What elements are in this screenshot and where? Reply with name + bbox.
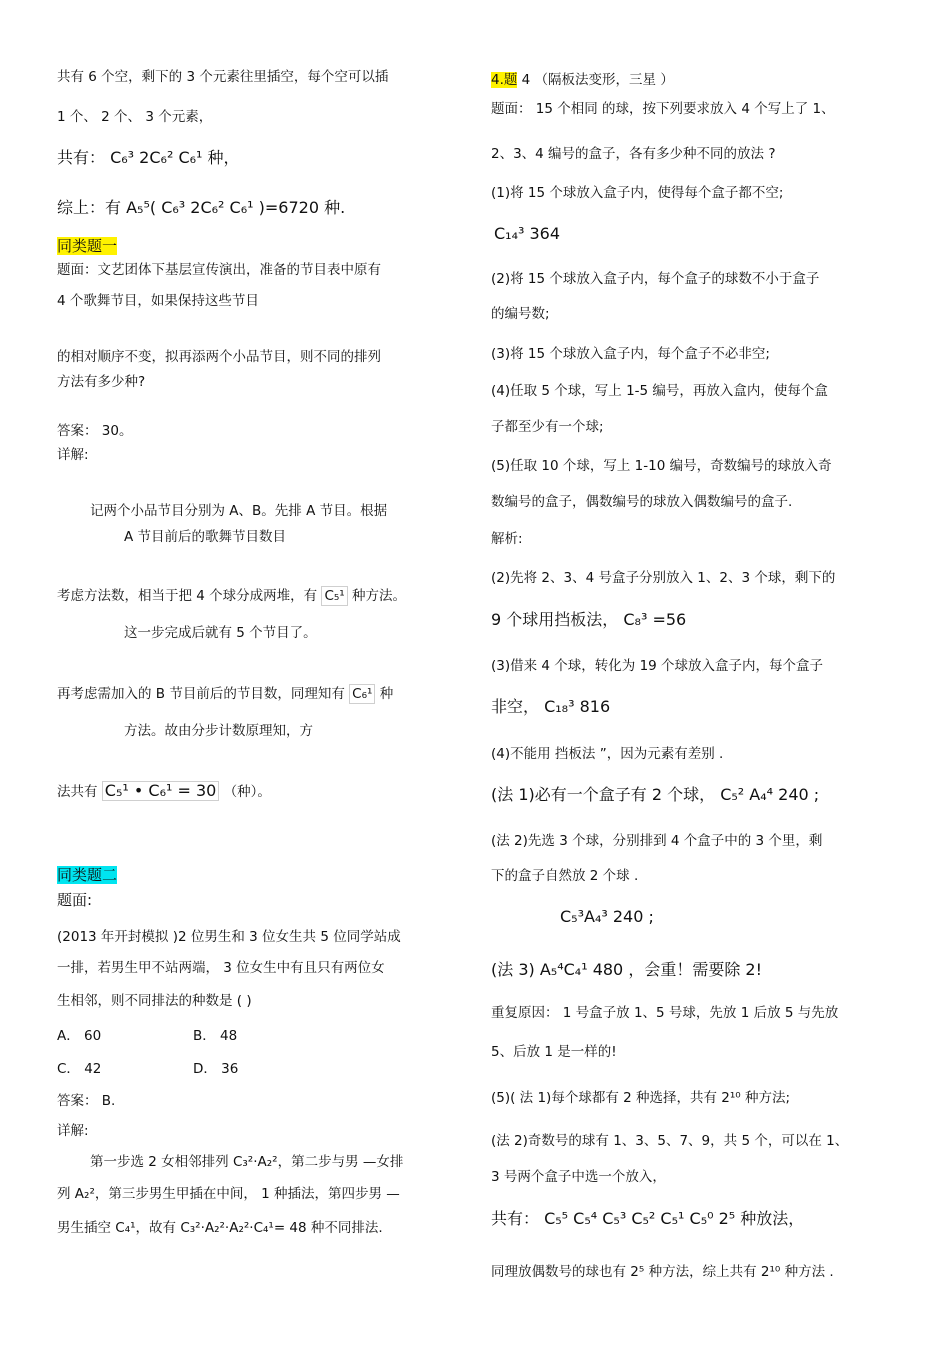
text-line: 详解: bbox=[57, 447, 89, 463]
formula-line: 综上：有 A₅⁵( C₆³ 2C₆² C₆¹ )=6720 种. bbox=[57, 198, 346, 217]
text-line: 方法。故由分步计数原理知，方 bbox=[124, 723, 313, 739]
option-d: D． 36 bbox=[193, 1061, 239, 1077]
option-b: B． 48 bbox=[193, 1028, 238, 1044]
text-line: (2013 年开封模拟 )2 位男生和 3 位女生共 5 位同学站成 bbox=[57, 929, 401, 945]
text-line: 记两个小品节目分别为 A、B。先排 A 节目。根据 bbox=[90, 503, 388, 519]
formula-line: C₅³A₄³ 240 ; bbox=[560, 907, 654, 926]
text-line: 这一步完成后就有 5 个节目了。 bbox=[124, 625, 317, 641]
line-text: （种）。 bbox=[223, 784, 271, 800]
formula-line: (法 1)必有一个盒子有 2 个球， C₅² A₄⁴ 240 ; bbox=[491, 785, 820, 804]
text-line: 男生插空 C₄¹，故有 C₃²·A₂²·A₂²·C₄¹= 48 种不同排法. bbox=[57, 1220, 383, 1236]
text-line: (5)( 法 1)每个球都有 2 种选择，共有 2¹⁰ 种方法; bbox=[491, 1090, 791, 1106]
line-text: 再考虑需加入的 B 节目前后的节目数，同理知有 bbox=[57, 686, 345, 702]
text-line: (4)不能用 挡板法 ”，因为元素有差别 . bbox=[491, 746, 724, 762]
formula-line: 共有： C₅⁵ C₅⁴ C₅³ C₅² C₅¹ C₅⁰ 2⁵ 种放法， bbox=[491, 1209, 805, 1228]
line-text: 考虑方法数，相当于把 4 个球分成两堆，有 bbox=[57, 588, 318, 604]
text-line: (1)将 15 个球放入盒子内，使得每个盒子都不空; bbox=[491, 185, 784, 201]
text-line: 下的盒子自然放 2 个球 . bbox=[491, 868, 639, 884]
line-text: 种 bbox=[379, 686, 394, 702]
heading-highlight: 同类题一 bbox=[57, 237, 118, 255]
text-line: 题面：文艺团体下基层宣传演出，准备的节目表中原有 bbox=[57, 262, 381, 278]
text-line: 1 个、 2 个、 3 个元素， bbox=[57, 109, 213, 125]
text-line: 数编号的盒子，偶数编号的球放入偶数编号的盒子. bbox=[491, 494, 793, 510]
section-heading bbox=[57, 237, 117, 255]
formula-line: 共有： C₆³ 2C₆² C₆¹ 种， bbox=[57, 148, 240, 167]
formula-image: C₆¹ bbox=[349, 684, 375, 704]
text-line: 的相对顺序不变，拟再添两个小品节目，则不同的排列 bbox=[57, 349, 381, 365]
formula-line: C₁₄³ 364 bbox=[494, 224, 561, 243]
text-line: 列 A₂²，第三步男生甲插在中间， 1 种插法，第四步男 — bbox=[57, 1186, 400, 1202]
text-line: 5、后放 1 是一样的! bbox=[491, 1044, 617, 1060]
formula-line: (法 3) A₅⁴C₄¹ 480 ，会重！需要除 2! bbox=[491, 960, 763, 979]
text-line: 2、3、4 编号的盒子，各有多少种不同的放法 ? bbox=[491, 146, 776, 162]
text-line bbox=[57, 586, 406, 606]
text-line: 同理放偶数号的球也有 2⁵ 种方法，综上共有 2¹⁰ 种方法 . bbox=[491, 1264, 834, 1280]
heading-highlight: 4.题 bbox=[491, 72, 518, 88]
text-line: 题面: bbox=[57, 891, 93, 909]
text-line: (5)任取 10 个球，写上 1-10 编号，奇数编号的球放入奇 bbox=[491, 458, 832, 474]
line-text: 法共有 bbox=[57, 784, 98, 800]
formula-image: C₅¹ • C₆¹ = 30 bbox=[102, 781, 220, 801]
text-line: 解析: bbox=[491, 531, 523, 547]
text-line: (2)先将 2、3、4 号盒子分别放入 1、2、3 个球，剩下的 bbox=[491, 570, 836, 586]
text-line: 生相邻，则不同排法的种数是 ( ) bbox=[57, 993, 252, 1009]
problem-heading bbox=[491, 71, 674, 89]
formula-image: C₅¹ bbox=[321, 586, 347, 606]
text-line: 方法有多少种? bbox=[57, 374, 146, 390]
option-a: A． 60 bbox=[57, 1028, 102, 1044]
heading-highlight: 同类题二 bbox=[57, 866, 118, 884]
line-text: 4 （隔板法变形，三星 ） bbox=[517, 72, 674, 88]
text-line: A 节目前后的歌舞节目数目 bbox=[124, 529, 287, 545]
text-line bbox=[57, 781, 271, 801]
text-line: 详解: bbox=[57, 1123, 89, 1139]
text-line: 子都至少有一个球; bbox=[491, 419, 604, 435]
line-text: 种方法。 bbox=[352, 588, 407, 604]
formula-line: 9 个球用挡板法， C₈³ =56 bbox=[491, 610, 687, 629]
text-line: (法 2)先选 3 个球，分别排到 4 个盒子中的 3 个里，剩 bbox=[491, 833, 823, 849]
text-line: 4 个歌舞节目，如果保持这些节目 bbox=[57, 293, 259, 309]
text-line: (3)借来 4 个球，转化为 19 个球放入盒子内，每个盒子 bbox=[491, 658, 824, 674]
text-line: 共有 6 个空，剩下的 3 个元素往里插空，每个空可以插 bbox=[57, 69, 389, 85]
text-line: (2)将 15 个球放入盒子内，每个盒子的球数不小于盒子 bbox=[491, 271, 820, 287]
option-c: C． 42 bbox=[57, 1061, 102, 1077]
text-line: (4)任取 5 个球，写上 1-5 编号，再放入盒内，使每个盒 bbox=[491, 383, 828, 399]
answer-line: 答案： B. bbox=[57, 1093, 116, 1109]
answer-line: 答案： 30。 bbox=[57, 423, 133, 439]
section-heading bbox=[57, 866, 117, 884]
text-line: 的编号数; bbox=[491, 306, 550, 322]
text-line: 一排，若男生甲不站两端， 3 位女生中有且只有两位女 bbox=[57, 960, 385, 976]
text-line: 3 号两个盒子中选一个放入， bbox=[491, 1169, 666, 1185]
formula-line: 非空， C₁₈³ 816 bbox=[491, 697, 611, 716]
text-line: 题面： 15 个相同 的球，按下列要求放入 4 个写上了 1、 bbox=[491, 101, 835, 117]
text-line: 第一步选 2 女相邻排列 C₃²·A₂²，第二步与男 —女排 bbox=[90, 1154, 404, 1170]
text-line: 重复原因： 1 号盒子放 1、5 号球，先放 1 后放 5 与先放 bbox=[491, 1005, 839, 1021]
text-line: (法 2)奇数号的球有 1、3、5、7、9，共 5 个，可以在 1、 bbox=[491, 1133, 849, 1149]
text-line bbox=[57, 684, 393, 704]
text-line: (3)将 15 个球放入盒子内，每个盒子不必非空; bbox=[491, 346, 770, 362]
